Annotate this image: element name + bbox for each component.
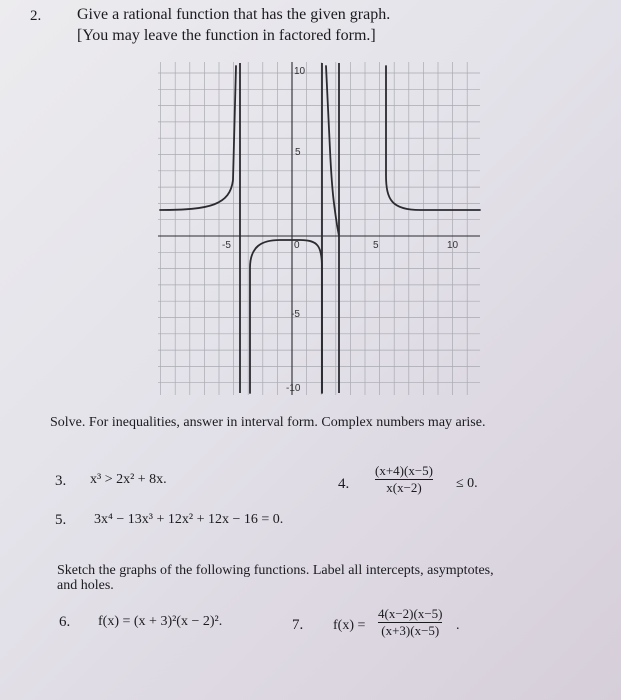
problem-4-suffix: ≤ 0. [456, 476, 478, 491]
problem-4-numerator: (x+4)(x−5) [375, 463, 433, 478]
tick-label-y-10: 10 [294, 66, 306, 77]
problem-7-denominator: (x+3)(x−5) [381, 623, 440, 638]
function-curves [160, 66, 480, 393]
tick-label-x-10: 10 [447, 240, 459, 251]
problem-7-fraction [378, 606, 442, 639]
problem-7-number: 7. [292, 617, 304, 633]
problem-5-number: 5. [55, 512, 67, 528]
asymptotes [240, 63, 339, 393]
solve-instructions: Solve. For inequalities, answer in interval form. Complex numbers may arise. [50, 415, 486, 430]
graph-axes [158, 62, 480, 395]
problem-4-fraction [375, 463, 433, 496]
problem-3-number: 3. [55, 473, 67, 489]
tick-label-y-neg5: -5 [291, 309, 300, 320]
tick-label-x-neg5: -5 [222, 240, 231, 251]
tick-label-x-5: 5 [373, 240, 379, 251]
tick-label-origin: 0 [294, 240, 300, 251]
problem-4-number: 4. [338, 476, 350, 492]
sketch-instructions-line1: Sketch the graphs of the following functions. Label all intercepts, asymptotes, [57, 563, 494, 578]
problem-7-numerator: 4(x−2)(x−5) [378, 606, 443, 621]
problem-2-text-line1: Give a rational function that has the given graph. [77, 6, 391, 23]
problem-2-number: 2. [30, 8, 42, 24]
curve-right-of-1-branch [326, 66, 339, 236]
problem-3-expression: x³ > 2x² + 8x. [90, 472, 167, 487]
problem-7-suffix: . [456, 618, 460, 633]
problem-6-number: 6. [59, 614, 71, 630]
graph-grid [158, 62, 480, 395]
problem-7-prefix: f(x) = [333, 618, 366, 633]
tick-label-y-5: 5 [295, 147, 301, 158]
tick-label-y-neg10: -10 [286, 383, 301, 394]
sketch-instructions-line2: and holes. [57, 578, 114, 593]
problem-6-expression: f(x) = (x + 3)²(x − 2)². [98, 614, 223, 629]
curve-middle-branch [250, 240, 322, 393]
problem-2-text-line2: [You may leave the function in factored form.] [77, 27, 376, 44]
problem-4-denominator: x(x−2) [386, 480, 422, 495]
problem-5-expression: 3x⁴ − 13x³ + 12x² + 12x − 16 = 0. [94, 512, 284, 527]
